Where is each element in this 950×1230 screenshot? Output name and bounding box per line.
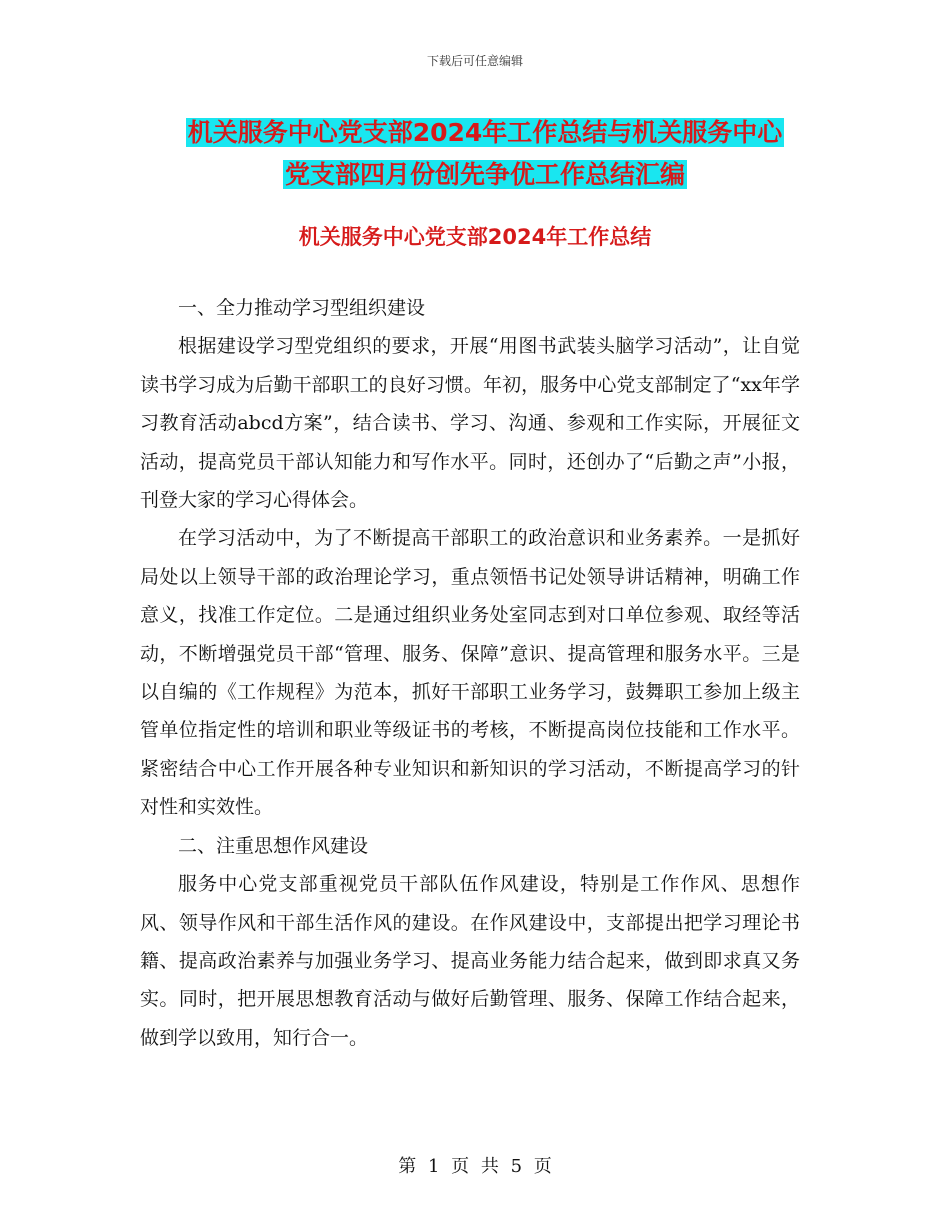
main-title-line-1: 机关服务中心党支部2024年工作总结与机关服务中心 xyxy=(187,118,783,147)
main-title xyxy=(140,112,830,196)
section-title: 机关服务中心党支部2024年工作总结 xyxy=(298,225,652,249)
paragraph: 根据建设学习型党组织的要求，开展“用图书武装头脑学习活动”，让自觉读书学习成为后勤干部职工的良好习惯。年初，服务中心党支部制定了“xx年学习教育活动abcd方案”，结合读书、学习、沟通、参观和工作实际，开展征文活动，提高党员干部认知能力和写作水平。同时，还创办了“后勤之声”小报，刊登大家的学习心得体会。 xyxy=(140,335,800,512)
document-body xyxy=(140,289,800,1057)
section-heading-1: 一、全力推动学习型组织建设 xyxy=(178,297,426,319)
main-title-line-2: 党支部四月份创先争优工作总结汇编 xyxy=(284,160,685,189)
page-footer: 第 1 页 共 5 页 xyxy=(398,1156,552,1177)
paragraph: 服务中心党支部重视党员干部队伍作风建设，特别是工作作风、思想作风、领导作风和干部生活作风的建设。在作风建设中，支部提出把学习理论书籍、提高政治素养与加强业务学习、提高业务能力结合起来，做到即求真又务实。同时，把开展思想教育活动与做好后勤管理、服务、保障工作结合起来，做到学以致用，知行合一。 xyxy=(140,873,800,1049)
header-note: 下载后可任意编辑 xyxy=(426,54,523,68)
paragraph: 在学习活动中，为了不断提高干部职工的政治意识和业务素养。一是抓好局处以上领导干部的政治理论学习，重点领悟书记处领导讲话精神，明确工作意义，找准工作定位。二是通过组织业务处室同志到对口单位参观、取经等活动，不断增强党员干部“管理、服务、保障”意识、提高管理和服务水平。三是以自编的《工作规程》为范本，抓好干部职工业务学习，鼓舞职工参加上级主管单位指定性的培训和职业等级证书的考核，不断提高岗位技能和工作水平。紧密结合中心工作开展各种专业知识和新知识的学习活动，不断提高学习的针对性和实效性。 xyxy=(140,527,800,819)
section-heading-2: 二、注重思想作风建设 xyxy=(178,834,369,857)
